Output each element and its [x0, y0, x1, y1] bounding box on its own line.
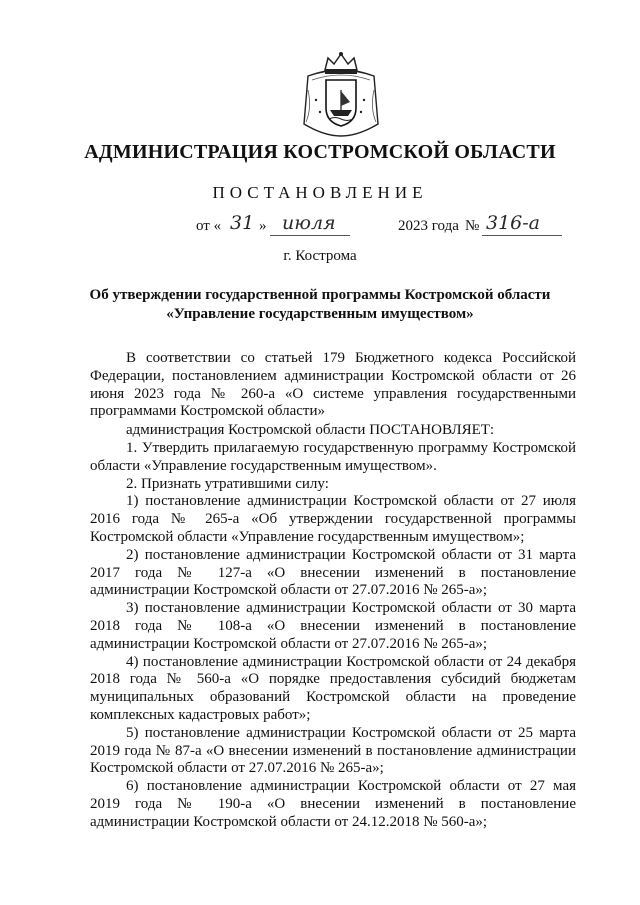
item-1-paragraph: 1. Утвердить прилагаемую государственную программу Костромской области «Управление государственным имуществом».: [90, 439, 576, 474]
repealed-item-2: 2) постановление администрации Костромской области от 31 марта 2017 года № 127-а «О внесении изменений в постановление администрации Костромской области от 27.07.2016 № 265-а»;: [90, 546, 576, 599]
resolves-paragraph: администрация Костромской области ПОСТАНОВЛЯЕТ:: [126, 422, 495, 439]
document-type: ПОСТАНОВЛЕНИЕ: [212, 183, 428, 202]
year-text: 2023 года: [398, 218, 459, 234]
repealed-item-1: 1) постановление администрации Костромской области от 27 июля 2016 года № 265-а «Об утверждении государственной программы Костромской области «Управление государственным имуществом»;: [90, 493, 576, 545]
repealed-item-3: 3) постановление администрации Костромской области от 30 марта 2018 года № 108-а «О внесении изменений в постановление администрации Костромской области от 27.07.2016 № 265-а»;: [90, 600, 576, 652]
repealed-item-5: 5) постановление администрации Костромской области от 25 марта 2019 года № 87-а «О внесении изменений в постановление администрации Костромской области от 27.07.2016 № 265-а»;: [90, 724, 576, 777]
document-body: [90, 350, 576, 832]
handwritten-number: 316-а: [486, 212, 541, 234]
date-prefix: от «: [196, 218, 222, 234]
handwritten-day: 31: [230, 212, 255, 234]
date-number-line: [0, 212, 640, 238]
subject-line-2: «Управление государственным имуществом»: [166, 306, 474, 322]
number-sign: №: [465, 218, 480, 234]
organization-title: АДМИНИСТРАЦИЯ КОСТРОМСКОЙ ОБЛАСТИ: [84, 141, 556, 163]
repealed-item-6: 6) постановление администрации Костромской области от 27 мая 2019 года № 190-а «О внесении изменений в постановление администрации Костромской области от 24.12.2018 № 560-а»;: [90, 778, 576, 830]
number-underline: [482, 235, 562, 236]
preamble-paragraph: В соответствии со статьей 179 Бюджетного кодекса Российской Федерации, постановлением администрации Костромской области от 26 июня 2023 года № 260-а «О системе управления государственными программами Костромской области»: [90, 350, 576, 420]
coat-of-arms-icon: [298, 50, 384, 138]
date-quote-close: »: [259, 218, 267, 234]
document-subject: [80, 286, 560, 324]
subject-line-1: Об утверждении государственной программы Костромской области: [89, 287, 551, 303]
month-underline: [270, 235, 350, 236]
item-2-paragraph: 2. Признать утратившими силу:: [126, 475, 329, 492]
repealed-item-4: 4) постановление администрации Костромской области от 24 декабря 2018 года № 560-а «О порядке предоставления субсидий бюджетам муниципальных образований Костромской области на проведение комплексных кадастровых работ»;: [90, 653, 576, 723]
handwritten-month: июля: [282, 212, 336, 234]
city-name: г. Кострома: [283, 248, 357, 264]
